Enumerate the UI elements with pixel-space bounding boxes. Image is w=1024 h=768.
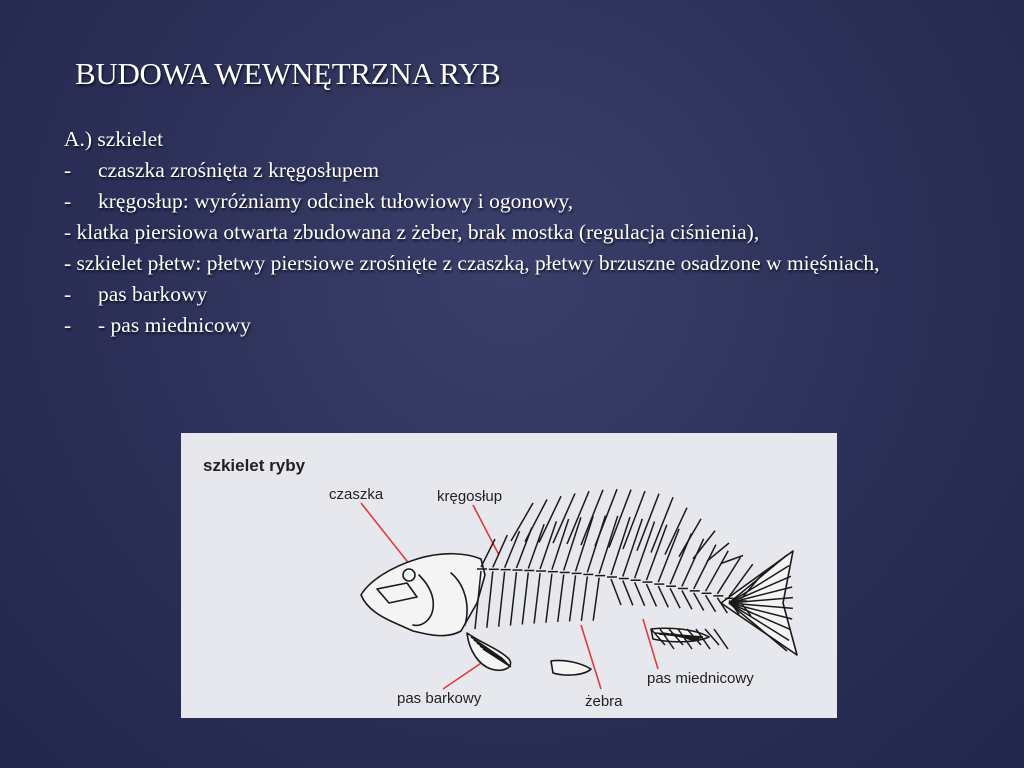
leader-kregoslup	[473, 505, 499, 555]
rib	[558, 574, 564, 622]
rib	[646, 584, 656, 606]
dorsal-fin-ray	[511, 503, 533, 541]
rib	[658, 586, 668, 607]
dorsal-fin-ray	[525, 500, 547, 542]
fish-skeleton-figure	[181, 433, 837, 718]
neural-spine	[481, 539, 495, 567]
rib	[534, 573, 540, 624]
leader-pas-miednicowy	[643, 619, 658, 669]
neural-spine	[694, 545, 716, 589]
label-czaszka: czaszka	[329, 486, 384, 503]
line-bullet: - - pas miednicowy	[64, 313, 251, 337]
rib	[581, 576, 587, 621]
line-heading: A.) szkielet	[64, 127, 164, 151]
pectoral-fin-ray-bundle	[551, 660, 591, 675]
rib	[694, 593, 704, 611]
rib	[670, 588, 680, 608]
slide-title: BUDOWA WEWNĘTRZNA RYB	[75, 56, 501, 91]
figure-title: szkielet ryby	[203, 456, 306, 475]
neural-spine	[623, 519, 642, 577]
rib	[522, 572, 528, 624]
bones-group	[471, 489, 793, 667]
line-bullet: - kręgosłup: wyróżniamy odcinek tułowiowy i ogonowy,	[64, 189, 574, 213]
rib	[623, 581, 633, 606]
neural-spine	[658, 529, 679, 582]
rib	[593, 578, 599, 621]
line-text: - szkielet płetw: płetwy piersiowe zrośnięte z czaszką, płetwy brzuszne osadzone w mięśniach,	[64, 251, 880, 275]
dorsal-fin-ray	[567, 491, 589, 544]
dorsal-fin-ray	[581, 490, 603, 545]
rib	[487, 571, 493, 628]
line-bullet: - pas barkowy	[64, 282, 208, 306]
label-pas-barkowy: pas barkowy	[397, 690, 482, 707]
line-bullet: - czaszka zrośnięta z kręgosłupem	[64, 158, 380, 182]
dorsal-fin-ray	[707, 543, 729, 561]
rib	[611, 579, 621, 605]
slide-body	[64, 124, 980, 341]
rib	[706, 595, 716, 611]
neural-spine	[646, 525, 666, 580]
skeleton-drawing	[361, 551, 797, 675]
rib	[635, 582, 645, 606]
dorsal-fin-ray	[609, 490, 631, 548]
label-pas-miednicowy: pas miednicowy	[647, 670, 754, 687]
anal-fin-ray	[714, 629, 728, 649]
line-text: - klatka piersiowa otwarta zbudowana z żeber, brak mostka (regulacja ciśnienia),	[64, 220, 760, 244]
rib	[682, 590, 692, 609]
dorsal-fin-ray	[553, 493, 575, 543]
leader-zebra	[581, 625, 601, 689]
fish-skeleton-diagram	[181, 433, 837, 718]
dorsal-fin-ray	[539, 496, 561, 542]
rib	[546, 574, 552, 623]
rib	[499, 572, 505, 627]
dorsal-fin-ray	[595, 489, 617, 546]
label-kregoslup: kręgosłup	[437, 488, 503, 505]
rib	[510, 572, 516, 626]
label-zebra: żebra	[585, 693, 623, 710]
rib	[570, 575, 576, 621]
